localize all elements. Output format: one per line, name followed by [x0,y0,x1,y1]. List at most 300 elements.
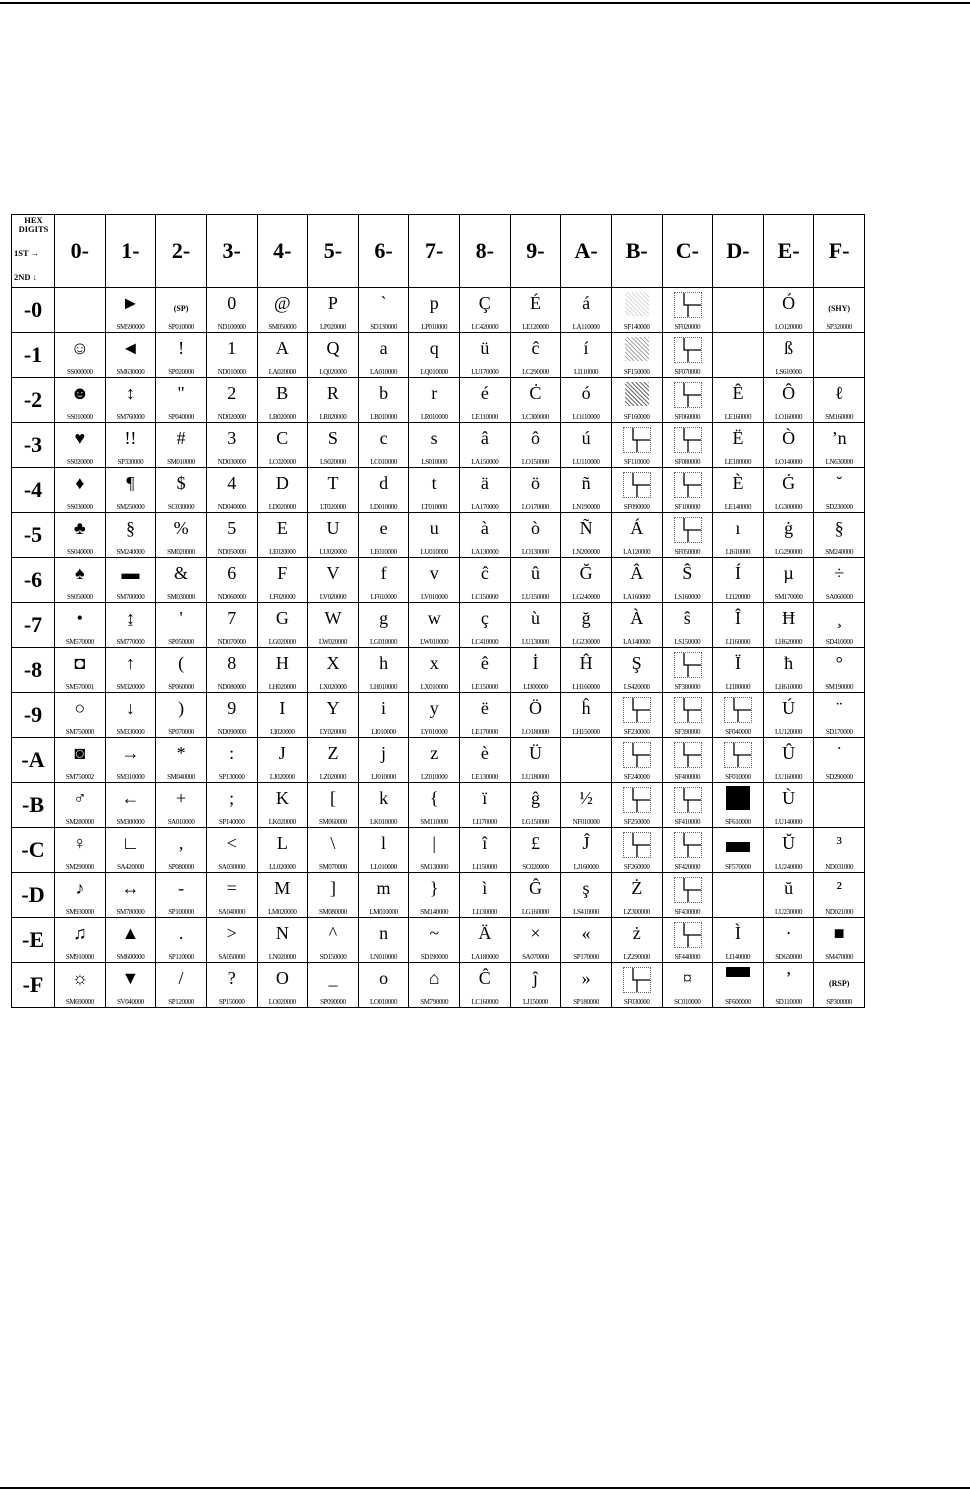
character-cell [156,648,207,693]
character-cell [814,918,865,963]
character-cell [814,648,865,693]
character-glyph: Î [734,608,741,628]
character-glyph: 9 [227,698,237,718]
glyph-id-code: SF110000 [624,458,650,466]
character-glyph: ê [480,653,489,673]
dark-shade-block [625,382,649,406]
character-cell [105,963,156,1008]
table-row [12,738,865,783]
glyph-id-code: SF030000 [623,998,650,1006]
character-cell [206,378,257,423]
character-cell [105,423,156,468]
corner-hex-digits [12,216,55,234]
character-glyph: Y [326,698,340,718]
character-glyph: ò [530,518,540,538]
glyph-id-code: LT020000 [320,503,346,511]
character-cell [55,603,106,648]
character-cell [358,513,409,558]
character-cell [662,468,713,513]
glyph-id-code: LL010000 [370,863,397,871]
character-glyph: ż [632,923,641,943]
character-cell [510,738,561,783]
character-glyph: - [178,878,185,898]
character-cell [409,423,460,468]
glyph-id-code: LF020000 [269,593,296,601]
character-cell [460,648,511,693]
character-cell [105,558,156,603]
character-glyph: ↑ [125,653,135,673]
glyph-id-code: SF420000 [674,863,701,871]
character-cell [55,513,106,558]
character-cell [206,738,257,783]
character-glyph: à [480,518,489,538]
glyph-id-code: LU130000 [521,638,549,646]
header-row [12,215,865,288]
character-cell [156,738,207,783]
character-glyph: ☺ [70,338,89,358]
character-cell [55,828,106,873]
character-cell [55,468,106,513]
table-row [12,873,865,918]
corner-first-digit: 1ST → [14,248,40,258]
glyph-id-code: ND080000 [217,683,246,691]
character-glyph: ☻ [70,383,90,403]
character-cell [460,738,511,783]
character-glyph: # [176,428,186,448]
glyph-id-code: LE110000 [471,413,498,421]
glyph-id-code: LO130000 [521,548,549,556]
character-cell [561,288,612,333]
character-cell [105,783,156,828]
character-cell [308,963,359,1008]
character-glyph: ■ [833,923,845,943]
character-cell [510,513,561,558]
character-glyph: F [277,563,288,583]
character-glyph: I [279,698,286,718]
glyph-id-code: LN020000 [268,953,296,961]
character-cell [257,378,308,423]
glyph-id-code: SA050000 [218,953,246,961]
glyph-id-code: LI010000 [371,728,396,736]
corner-digits-label: DIGITS [18,224,49,234]
character-cell [460,873,511,918]
character-glyph: Á [630,518,644,538]
character-glyph: f [380,563,387,583]
character-glyph: Ê [732,383,744,403]
character-cell [814,423,865,468]
character-glyph: m [376,878,391,898]
glyph-id-code: LD020000 [268,503,296,511]
glyph-id-code: LV010000 [420,593,448,601]
character-glyph: ∟ [121,833,140,853]
character-glyph: · [785,923,792,943]
character-glyph: ö [530,473,540,493]
character-cell [358,333,409,378]
column-header: D- [713,215,764,288]
character-cell [561,468,612,513]
glyph-id-code: NF010000 [572,818,600,826]
glyph-id-code: LE020000 [269,548,296,556]
glyph-id-code: SA070000 [522,953,549,961]
glyph-id-code: LJ150000 [523,998,548,1006]
character-glyph: (RSP) [828,979,850,988]
character-glyph: ħ [784,653,794,673]
glyph-id-code: LC410000 [471,638,499,646]
row-header: -2 [12,378,55,423]
character-cell [713,378,764,423]
glyph-id-code: ND020000 [217,413,246,421]
character-cell [409,738,460,783]
character-glyph: K [275,788,289,808]
character-glyph: ñ [581,473,591,493]
character-cell [611,963,662,1008]
character-cell [308,288,359,333]
character-cell [257,423,308,468]
character-cell [409,873,460,918]
column-header: 9- [510,215,561,288]
character-glyph: 1 [227,338,237,358]
character-cell [257,828,308,873]
glyph-id-code: SS050000 [67,593,93,601]
character-glyph: ş [582,878,590,898]
character-glyph: Ŭ [782,833,796,853]
row-header: -9 [12,693,55,738]
corner-hex-label: HEX [24,215,43,225]
column-header: 3- [206,215,257,288]
character-glyph: ⌂ [428,968,440,988]
character-cell [510,828,561,873]
glyph-id-code: LS160000 [674,593,701,601]
character-cell [662,378,713,423]
character-glyph: ˘ [836,473,843,493]
character-cell [662,963,713,1008]
glyph-id-code: SM240000 [116,548,145,556]
character-cell [358,288,409,333]
glyph-id-code: LI120000 [725,593,751,601]
character-glyph: ° [835,653,843,673]
character-glyph: , [178,833,184,853]
column-header: B- [611,215,662,288]
glyph-id-code: SD410000 [825,638,853,646]
character-cell [358,918,409,963]
glyph-id-code: LO170000 [521,503,549,511]
character-cell [460,693,511,738]
character-cell [460,423,511,468]
glyph-id-code: SM060000 [318,818,347,826]
character-cell [510,378,561,423]
character-cell [713,918,764,963]
glyph-id-code: SM750000 [65,728,94,736]
character-cell [308,828,359,873]
glyph-id-code: ND040000 [217,503,246,511]
character-cell [105,513,156,558]
glyph-id-code: SM570001 [65,683,94,691]
character-glyph: ) [178,698,185,718]
glyph-id-code: ND030000 [217,458,246,466]
glyph-id-code: SP170000 [573,953,599,961]
glyph-id-code: SA010000 [167,818,195,826]
character-cell [763,513,814,558]
character-glyph: Ğ [579,563,593,583]
glyph-id-code: LA160000 [623,593,651,601]
character-cell [206,468,257,513]
character-cell [257,918,308,963]
glyph-id-code: SM160000 [825,413,854,421]
character-glyph: ĉ [480,563,489,583]
character-cell [561,738,612,783]
character-cell [611,468,662,513]
character-glyph: V [326,563,340,583]
upper-block-glyph [726,967,750,977]
character-glyph: Ż [631,878,643,898]
glyph-id-code: SP140000 [218,818,245,826]
box-drawing-glyph [674,697,702,723]
character-glyph: ? [227,968,236,988]
glyph-id-code: LP020000 [319,323,346,331]
glyph-id-code: SS000000 [67,368,93,376]
glyph-id-code: SM050000 [268,323,297,331]
character-cell [55,873,106,918]
table-row [12,648,865,693]
glyph-id-code: SP120000 [168,998,194,1006]
character-cell [814,738,865,783]
character-glyph: ĵ [532,968,538,988]
glyph-id-code: LE140000 [724,503,752,511]
character-glyph: É [529,293,541,313]
character-cell [713,468,764,513]
glyph-id-code: LX020000 [319,683,347,691]
character-glyph: T [327,473,339,493]
character-cell [358,603,409,648]
glyph-id-code: SM110000 [420,818,449,826]
character-glyph: < [226,833,237,853]
glyph-id-code: SC010000 [674,998,701,1006]
glyph-id-code: LS150000 [674,638,701,646]
character-glyph: £ [530,833,540,853]
glyph-id-code: LO180000 [521,728,549,736]
corner-cell [12,215,55,288]
character-cell [308,378,359,423]
character-glyph: ↓ [125,698,135,718]
character-cell [611,873,662,918]
character-cell [409,693,460,738]
character-cell [156,963,207,1008]
character-glyph: | [432,833,436,853]
glyph-id-code: SF100000 [674,503,701,511]
character-cell [358,828,409,873]
glyph-id-code: SF040000 [725,728,751,736]
column-header: A- [561,215,612,288]
character-cell [156,288,207,333]
glyph-id-code: LR020000 [319,413,347,421]
glyph-id-code: SP300000 [826,998,852,1006]
character-glyph: ˙ [836,743,843,763]
character-cell [308,738,359,783]
character-cell [206,603,257,648]
character-glyph: ▲ [121,923,140,943]
character-cell [409,558,460,603]
character-glyph: 3 [227,428,237,448]
character-glyph: 7 [227,608,237,628]
character-glyph: E [276,518,288,538]
character-cell [358,963,409,1008]
glyph-id-code: SD110000 [775,998,802,1006]
column-header: 5- [308,215,359,288]
table-row [12,513,865,558]
glyph-id-code: SF250000 [623,818,650,826]
glyph-id-code: LA130000 [471,548,499,556]
character-cell [55,963,106,1008]
box-drawing-glyph [623,427,651,453]
glyph-id-code: LW010000 [420,638,449,646]
glyph-id-code: LS410000 [573,908,600,916]
character-cell [561,693,612,738]
character-cell [713,828,764,873]
character-cell [156,558,207,603]
row-header: -C [12,828,55,873]
character-cell [206,423,257,468]
box-drawing-glyph [674,427,702,453]
character-glyph: N [275,923,289,943]
glyph-id-code: SM590000 [116,323,145,331]
character-cell [460,828,511,873]
box-drawing-glyph [674,517,702,543]
character-cell [257,783,308,828]
character-cell [257,648,308,693]
character-cell [763,648,814,693]
character-cell [814,783,865,828]
character-cell [510,333,561,378]
glyph-id-code: LY020000 [319,728,347,736]
character-glyph: . [178,923,184,943]
glyph-id-code: SM190000 [825,683,854,691]
character-glyph: Ï [734,653,741,673]
glyph-id-code: SS020000 [67,458,93,466]
character-glyph: 6 [227,563,237,583]
character-glyph: Ŝ [682,563,693,583]
character-glyph: C [276,428,289,448]
character-cell [105,333,156,378]
glyph-id-code: SP320000 [826,323,852,331]
character-cell [713,873,764,918]
character-glyph: § [125,518,135,538]
character-cell [105,873,156,918]
character-glyph: i [381,698,387,718]
glyph-id-code: SM020000 [167,548,196,556]
glyph-id-code: LG290000 [774,548,803,556]
character-glyph: 8 [227,653,237,673]
character-cell [55,648,106,693]
character-glyph: X [326,653,340,673]
character-glyph: ğ [581,608,591,628]
character-glyph: q [429,338,439,358]
character-cell [409,828,460,873]
column-header: 6- [358,215,409,288]
character-glyph: ¸ [836,608,843,628]
character-glyph: ÷ [834,563,845,583]
character-cell [561,378,612,423]
character-glyph: Ĝ [528,878,542,898]
glyph-id-code: LY010000 [420,728,448,736]
glyph-id-code: SP020000 [168,368,194,376]
glyph-id-code: LZ300000 [623,908,650,916]
glyph-id-code: LO020000 [268,998,296,1006]
glyph-id-code: LU230000 [774,908,803,916]
character-cell [156,423,207,468]
character-glyph: ◘ [74,653,86,673]
character-cell [814,693,865,738]
glyph-id-code: LG150000 [521,818,549,826]
glyph-id-code: SF090000 [623,503,650,511]
table-row [12,378,865,423]
character-glyph: ŭ [784,878,794,898]
character-glyph: H [275,653,289,673]
glyph-id-code: LJ160000 [573,863,599,871]
character-cell [460,963,511,1008]
character-cell [105,603,156,648]
character-cell [662,288,713,333]
glyph-id-code: SM070000 [318,863,347,871]
character-glyph: × [530,923,541,943]
row-header: -1 [12,333,55,378]
character-cell [308,693,359,738]
glyph-id-code: LH620000 [774,638,803,646]
glyph-id-code: SM310000 [116,773,145,781]
character-glyph: M [274,878,291,898]
glyph-id-code: LI160000 [725,638,751,646]
character-cell [257,873,308,918]
character-cell [105,468,156,513]
character-cell [662,783,713,828]
character-cell [257,558,308,603]
glyph-id-code: SM080000 [318,908,347,916]
character-glyph: Ù [782,788,796,808]
character-glyph: ĝ [530,788,540,808]
glyph-id-code: LA180000 [471,953,499,961]
glyph-id-code: LT010000 [421,503,448,511]
glyph-id-code: SF070000 [674,368,701,376]
character-glyph: ¶ [126,473,135,493]
character-cell [308,873,359,918]
character-cell [460,558,511,603]
glyph-id-code: LC290000 [522,368,549,376]
glyph-id-code: LU140000 [774,818,803,826]
box-drawing-glyph [674,922,702,948]
glyph-id-code: LH610000 [774,683,803,691]
glyph-id-code: SF010000 [725,773,751,781]
character-cell [763,333,814,378]
character-glyph: e [379,518,388,538]
glyph-id-code: LL020000 [269,863,296,871]
character-cell [257,468,308,513]
character-cell [257,603,308,648]
glyph-id-code: LP010000 [421,323,448,331]
character-cell [460,288,511,333]
row-header: -7 [12,603,55,648]
glyph-id-code: LN630000 [825,458,853,466]
character-glyph: z [430,743,439,763]
row-header: -4 [12,468,55,513]
glyph-id-code: LE120000 [522,323,549,331]
glyph-id-code: LU170000 [471,368,499,376]
glyph-id-code: SM040000 [167,773,196,781]
character-glyph: ¤ [682,968,692,988]
character-glyph: Ä [478,923,492,943]
glyph-id-code: SD290000 [825,773,853,781]
character-cell [206,783,257,828]
character-glyph: w [427,608,441,628]
character-glyph: + [175,788,187,808]
